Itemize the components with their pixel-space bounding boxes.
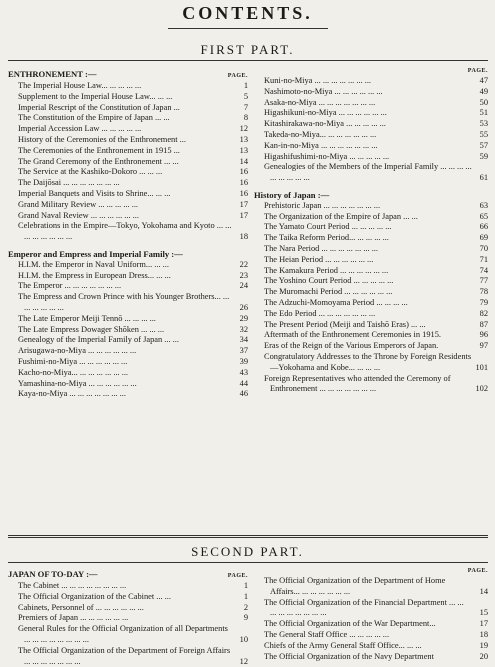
toc-entry [8, 200, 248, 211]
toc-entry [254, 276, 488, 287]
entry-page-number: 14 [479, 586, 488, 596]
entry-page-number: 50 [479, 97, 488, 107]
entry-title: Higashikuni-no-Miya ... ... ... ... ... ... [264, 108, 387, 118]
entry-page-number: 19 [479, 640, 488, 650]
entry-page-number: 13 [239, 134, 248, 144]
entry-page-number: 14 [239, 156, 248, 166]
entry-page-number: 96 [479, 330, 488, 340]
entry-title: The Late Empress Dowager Shōken ... ... ... [18, 324, 165, 334]
page-column-label: PAGE. [227, 73, 248, 79]
part1-title: FIRST PART. [200, 42, 295, 57]
toc-entry [254, 87, 488, 98]
entry-page-number: 71 [479, 254, 488, 264]
entry-page-number: 1 [243, 591, 248, 601]
entry-page-number: 12 [239, 124, 248, 134]
section-heading: Emperor and Empress and Imperial Family :— [8, 248, 183, 259]
entry-page-number: 17 [239, 199, 248, 209]
entry-page-number: 82 [479, 308, 488, 318]
entry-title: Yamashina-no-Miya ... ... ... ... ... ... [18, 378, 137, 388]
entry-title: The Grand Ceremony of the Enthronement ... ... [18, 156, 179, 166]
entry-page-number: 66 [479, 222, 488, 232]
entry-page-number: 1 [243, 581, 248, 590]
entry-title: The Official Organization of the Cabinet ... ... [18, 591, 171, 601]
toc-entry [254, 108, 488, 119]
entry-title: Congratulatory Addresses to the Throne by Foreign Residents—Yokohama and Kobe... ... ... ... [264, 351, 472, 372]
entry-title: The General Staff Office ... ... ... ... ... [264, 629, 390, 639]
toc-entry [254, 98, 488, 109]
toc-entry [8, 260, 248, 271]
entry-page-number: 43 [239, 367, 248, 377]
toc-entry [254, 619, 488, 630]
toc-entry [254, 652, 488, 663]
entry-page-number: 18 [479, 629, 488, 639]
entry-page-number: 63 [479, 200, 488, 210]
part1-left-column [8, 67, 248, 400]
entry-title: The Imperial House Law... ... ... ... ... [18, 81, 142, 90]
entry-page-number: 65 [479, 211, 488, 221]
entry-title: The Kamakura Period ... ... ... ... ... ... [264, 265, 389, 275]
entry-title: The Nara Period ... ... ... ... ... ... ... [264, 243, 378, 253]
entry-title: The Present Period (Meiji and Taishō Eras) ... ... [264, 319, 426, 329]
entry-page-number: 23 [239, 270, 248, 280]
entry-title: The Official Organization of the Department of Foreign Affairs ... ... ... ... ... ... ... [18, 645, 231, 666]
toc-entry [254, 266, 488, 277]
entry-title: The Heian Period ... ... ... ... ... ... [264, 254, 374, 264]
entry-title: Imperial Banquets and Visits to Shrine... ... ... [18, 188, 171, 198]
entry-page-number: 53 [479, 119, 488, 129]
entry-title: Premiers of Japan ... ... ... ... ... ... [18, 613, 129, 623]
entry-page-number: 77 [479, 276, 488, 286]
toc-entry [254, 201, 488, 212]
toc-entry [8, 389, 248, 400]
toc-entry [8, 335, 248, 346]
toc-entry [254, 630, 488, 641]
toc-entry [8, 624, 248, 646]
entry-title: Kacho-no-Miya... ... ... ... ... ... ... [18, 367, 129, 377]
entry-page-number: 1 [243, 81, 248, 90]
entry-page-number: 26 [239, 302, 248, 312]
entry-page-number: 44 [239, 378, 248, 388]
section-heading-row [8, 567, 248, 581]
part1-right-column [254, 67, 488, 395]
entry-title: Grand Naval Review ... ... ... ... ... ... [18, 210, 139, 220]
entry-title: Eras of the Reign of the Various Emperors of Japan. [264, 341, 439, 351]
toc-entry [254, 233, 488, 244]
entry-page-number: 47 [479, 76, 488, 85]
entry-title: Foreign Representatives who attended the Ceremony of Enthronement ... ... ... ... ... ... ... [264, 373, 451, 394]
entry-title: Nashimoto-no-Miya ... ... ... ... ... ... [264, 86, 383, 96]
entry-title: Arisugawa-no-Miya ... ... ... ... ... ... [18, 346, 137, 356]
entry-page-number: 101 [475, 362, 488, 372]
toc-entry [254, 309, 488, 320]
toc-entry [8, 592, 248, 603]
entry-title: The Edo Period ... ... ... ... ... ... ... [264, 308, 376, 318]
section-heading-row [8, 247, 248, 260]
section-heading-row [254, 188, 488, 201]
entry-title: Celebrations in the Empire—Tokyo, Yokohama and Kyoto ... ... ... ... ... ... ... ... [18, 221, 232, 242]
toc-entry [8, 92, 248, 103]
entry-page-number: 8 [243, 113, 248, 123]
toc-entry [254, 330, 488, 341]
entry-title: History of the Ceremonies of the Enthronement ... [18, 134, 186, 144]
part1-rule [8, 60, 488, 61]
toc-entry [254, 298, 488, 309]
page-column-label: PAGE. [467, 68, 488, 74]
section-heading: History of Japan :— [254, 189, 330, 200]
entry-page-number: 10 [239, 634, 248, 644]
entry-title: Genealogy of the Imperial Family of Japan ... ... [18, 335, 179, 345]
toc-entry [254, 287, 488, 298]
toc-entry [8, 346, 248, 357]
entry-title: Aftermath of the Enthronement Ceremonies in 1915. [264, 330, 441, 340]
entry-page-number: 46 [239, 389, 248, 399]
entry-title: Grand Military Review ... ... ... ... ... [18, 199, 139, 209]
section-heading-row [8, 67, 248, 81]
entry-page-number: 59 [479, 151, 488, 161]
entry-page-number: 18 [239, 232, 248, 242]
toc-entry [254, 255, 488, 266]
toc-entry [254, 320, 488, 331]
toc-entry [8, 368, 248, 379]
entry-page-number: 61 [479, 173, 488, 183]
entry-page-number: 17 [479, 619, 488, 629]
entry-page-number: 69 [479, 233, 488, 243]
toc-entry [254, 222, 488, 233]
part-divider [8, 535, 488, 538]
entry-page-number: 51 [479, 108, 488, 118]
entry-page-number: 78 [479, 287, 488, 297]
entry-page-number: 70 [479, 243, 488, 253]
entry-title: The Official Organization of the Financial Department ... ... ... ... ... ... ... ... ... [264, 597, 464, 618]
entry-page-number: 22 [239, 259, 248, 269]
entry-page-number: 20 [479, 651, 488, 661]
toc-entry [8, 178, 248, 189]
toc-entry [8, 603, 248, 614]
entry-page-number: 87 [479, 319, 488, 329]
entry-page-number: 5 [243, 91, 248, 101]
entry-page-number: 32 [239, 324, 248, 334]
toc-entry [8, 211, 248, 222]
toc-entry [8, 581, 248, 592]
entry-title: Kuni-no-Miya ... ... ... ... ... ... ... [264, 76, 372, 85]
entry-title: Imperial Rescript of the Constitution of Japan ... [18, 102, 180, 112]
entry-title: The Cabinet ... ... ... ... ... ... ... ... [18, 581, 127, 590]
entry-title: Asaka-no-Miya ... ... ... ... ... ... ... [264, 97, 376, 107]
entry-page-number: 15 [479, 608, 488, 618]
entry-title: Takeda-no-Miya... ... ... ... ... ... ... [264, 129, 377, 139]
entry-title: The Organization of the Empire of Japan ... ... [264, 211, 418, 221]
toc-entry [8, 221, 248, 243]
entry-page-number: 24 [239, 281, 248, 291]
entry-page-number: 16 [239, 167, 248, 177]
page-column-label: PAGE. [467, 568, 488, 574]
toc-entry [8, 357, 248, 368]
toc-entry [8, 646, 248, 667]
entry-title: Higashifushimi-no-Miya ... ... ... ... ... [264, 151, 390, 161]
entry-page-number: 9 [243, 613, 248, 623]
entry-title: The Official Organization of the War Department... [264, 619, 436, 629]
entry-title: Imperial Accession Law ... ... ... ... ... [18, 124, 142, 134]
entry-title: Fushimi-no-Miya ... ... ... ... ... ... [18, 356, 128, 366]
toc-entry [254, 152, 488, 163]
toc-entry [254, 641, 488, 652]
entry-page-number: 13 [239, 145, 248, 155]
entry-title: General Rules for the Official Organization of all Departments ... ... ... ... ... ... ... ... [18, 624, 228, 644]
entry-title: Kitashirakawa-no-Miya ... ... ... ... ... [264, 119, 386, 129]
toc-entry [254, 341, 488, 352]
part2-left-column [8, 567, 248, 667]
entry-page-number: 34 [239, 335, 248, 345]
entry-page-number: 29 [239, 313, 248, 323]
entry-title: H.I.M. the Emperor in Naval Uniform... ... ... [18, 259, 169, 269]
part2-title: SECOND PART. [191, 544, 304, 559]
toc-entry [254, 598, 488, 620]
entry-page-number: 16 [239, 188, 248, 198]
entry-title: The Empress and Crown Prince with his Younger Brothers... ... ... ... ... ... ... [18, 292, 230, 312]
entry-title: Cabinets, Personnel of ... ... ... ... ... ... [18, 602, 144, 612]
toc-entry [254, 119, 488, 130]
entry-title: The Emperor ... ... ... ... ... ... ... [18, 281, 122, 291]
toc-entry [8, 613, 248, 624]
section-heading: ENTHRONEMENT :— [8, 69, 97, 79]
entry-title: Kaya-no-Miya ... ... ... ... ... ... ... [18, 389, 126, 399]
entry-title: The Official Organization of the Navy Department [264, 651, 434, 661]
toc-entry [8, 167, 248, 178]
entry-page-number: 57 [479, 140, 488, 150]
entry-title: The Yamato Court Period ... ... ... ... ... [264, 222, 392, 232]
entry-page-number: 17 [239, 210, 248, 220]
entry-title: The Yoshino Court Period ... ... ... ... ... [264, 276, 394, 286]
entry-page-number: 39 [239, 356, 248, 366]
toc-entry [8, 157, 248, 168]
page-column-label: PAGE. [227, 573, 248, 579]
entry-title: The Adzuchi-Momoyama Period ... ... ... ... [264, 297, 408, 307]
entry-page-number: 79 [479, 297, 488, 307]
entry-page-number: 55 [479, 129, 488, 139]
toc-entry [254, 576, 488, 598]
toc-entry [254, 130, 488, 141]
entry-title: The Ceremonies of the Enthronement in 1915 ... [18, 145, 180, 155]
toc-entry [8, 81, 248, 92]
entry-page-number: 2 [243, 602, 248, 612]
entry-page-number: 16 [239, 178, 248, 188]
entry-title: Genealogies of the Members of the Imperial Family ... ... ... ... ... ... ... ... ... [264, 162, 472, 183]
entry-title: H.I.M. the Empress in European Dress... ... ... [18, 270, 171, 280]
entry-page-number: 37 [239, 346, 248, 356]
entry-title: Kan-in-no-Miya ... ... ... ... ... ... ... [264, 140, 378, 150]
toc-entry [8, 103, 248, 114]
entry-title: Chiefs of the Army General Staff Office... ... ... [264, 640, 422, 650]
part2-rule [8, 562, 488, 563]
entry-title: The Constitution of the Empire of Japan ... ... [18, 113, 170, 123]
title-underline [168, 28, 328, 29]
entry-title: Prehistoric Japan ... ... ... ... ... ... ... [264, 200, 381, 210]
part2-right-column [254, 567, 488, 662]
section-heading: JAPAN OF TO-DAY :— [8, 569, 98, 579]
entry-page-number: 102 [475, 384, 488, 394]
page-title: CONTENTS. [182, 3, 313, 23]
entry-title: The Official Organization of the Department of Home Affairs... ... ... ... ... ... ... [264, 576, 446, 596]
toc-entry [254, 352, 488, 374]
toc-entry [254, 244, 488, 255]
entry-title: The Taika Reform Period... ... ... ... ... [264, 233, 389, 243]
toc-entry [8, 292, 248, 314]
entry-title: The Service at the Kashiko-Dokoro ... ... ... [18, 167, 163, 177]
toc-entry [254, 162, 488, 184]
toc-entry [8, 135, 248, 146]
toc-entry [254, 374, 488, 396]
entry-page-number: 74 [479, 265, 488, 275]
toc-entry [8, 271, 248, 282]
toc-entry [8, 146, 248, 157]
toc-entry [8, 281, 248, 292]
entry-title: The Muromachi Period ... ... ... ... ... ... [264, 287, 393, 297]
entry-page-number: 97 [479, 341, 488, 351]
toc-entry [8, 325, 248, 336]
entry-page-number: 7 [243, 102, 248, 112]
toc-entry [8, 124, 248, 135]
entry-title: The Daijōsai ... ... ... ... ... ... ... [18, 178, 120, 188]
toc-entry [254, 212, 488, 223]
entry-title: The Late Emperor Meiji Tennō ... ... ... ... [18, 313, 156, 323]
toc-entry [8, 113, 248, 124]
toc-entry [8, 379, 248, 390]
entry-page-number: 49 [479, 86, 488, 96]
entry-title: Supplement to the Imperial House Law... ... ... [18, 91, 173, 101]
toc-entry [254, 141, 488, 152]
entry-page-number: 12 [239, 656, 248, 666]
toc-entry [8, 314, 248, 325]
toc-entry [8, 189, 248, 200]
toc-entry [254, 76, 488, 87]
